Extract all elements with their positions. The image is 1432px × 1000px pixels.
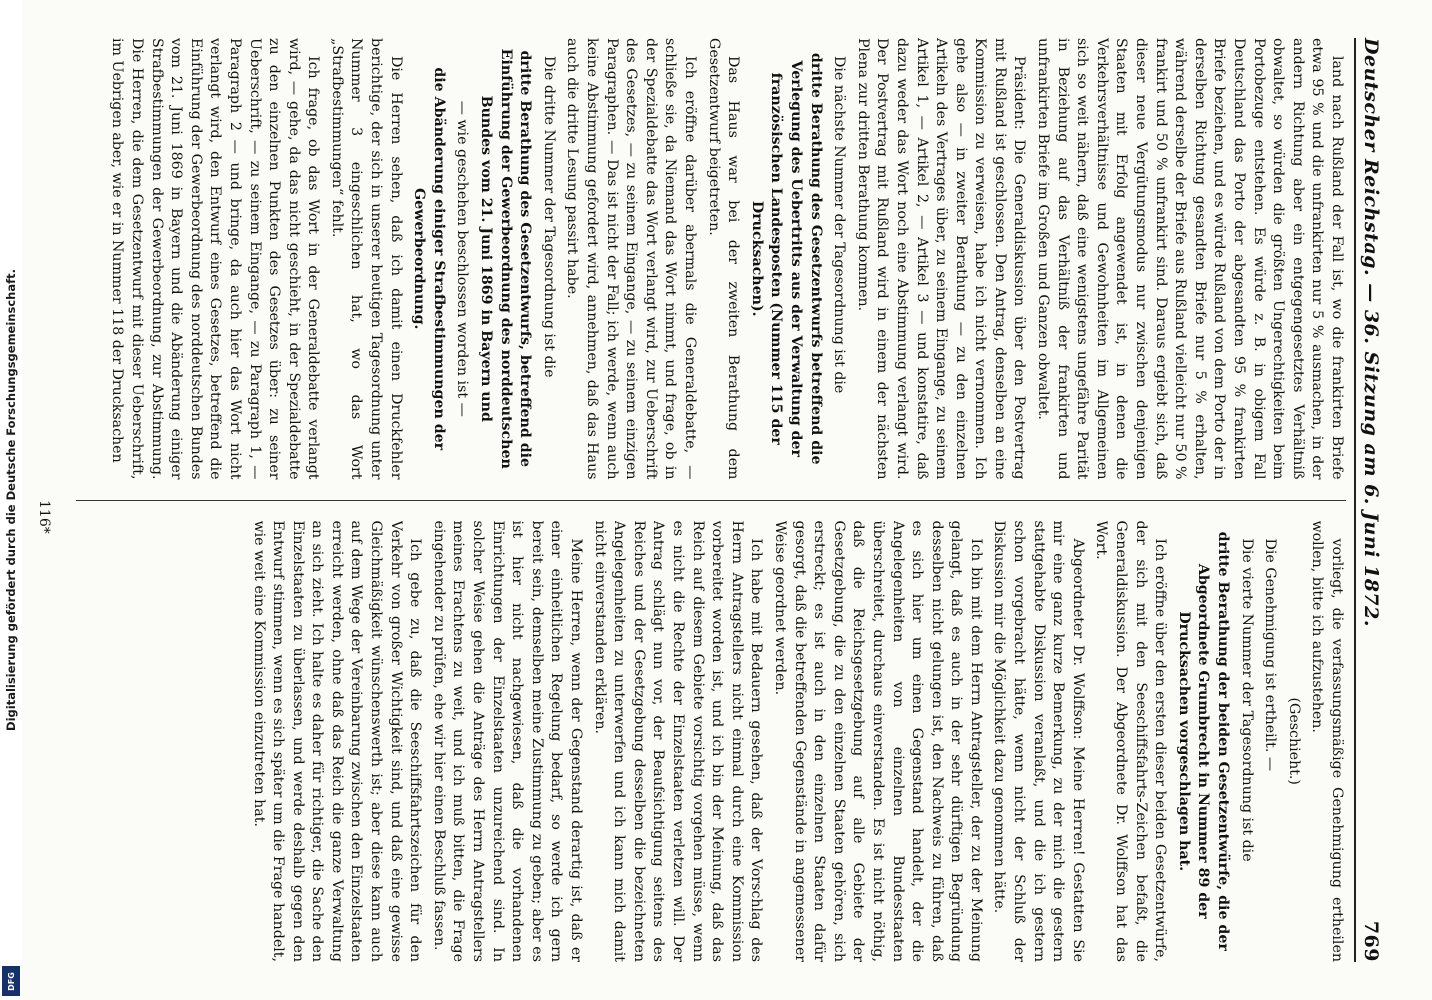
text-columns (76, 38, 1346, 962)
paragraph: Ich habe mit Bedauern gesehen, daß der Vorschlag des Herrn Antragstellers nicht einmal durch eine Kommission vorbereitet worden ist, und ich bin der Meinung, daß das Reich auf diesem Gebiete vorsichtig vorgehen müsse, wenn es nicht die Rechte der Einzelstaaten verletzen will. Der Antrag schlägt nun vor, der Beaufsichtigung seitens des Reiches und der Gesetzgebung desselben die bezeichneten Angelegenheiten zu unterwerfen und ich kann mich damit nicht einverstanden erklären. (591, 520, 765, 962)
watermark-text: Digitalisierung gefördert durch die Deutsche Forschungsgemeinschaft. (4, 269, 18, 731)
dfg-logo-text: DFG (6, 971, 16, 991)
paragraph: vorliegt, die verfassungsmäßige Genehmigung ertheilen wollen, bitte ich aufzustehen. (1309, 520, 1345, 962)
header-title: Deutscher Reichstag. — 36. Sitzung am 6. Juni 1872. (1360, 38, 1382, 627)
paragraph: die Abänderung einiger Strafbestimmungen der Gewerbeordnung. (411, 67, 447, 451)
paragraph: Meine Herren, wenn der Gegenstand derartig ist, daß er einer einheitlichen Regelung bedarf, so werde ich gern bereit sein, demselben meine Zustimmung zu geben; aber es ist hier nicht nachgewiesen, daß die vorhandenen Einrichtungen der Einzelstaaten unzureichend sind. In solcher Weise gehen die Anträge des Herrn Antragstellers meines Erachtens zu weit, und ich muß bitten, die Frage eingehender zu prüfen, ehe wir hier einen Beschluß fassen. (430, 520, 585, 962)
paragraph: dritte Berathung des Gesetzentwurfs betreffend die Verlegung des Uebertritts aus der Verwaltung der französischen Landesposten (Nummer 115 der Drucksachen). (748, 52, 824, 465)
paragraph: Präsident: Die Generaldiskussion über den Postvertrag mit Rußland ist geschlossen. Den Antrag, denselben an eine Kommission zu verweisen, habe ich nicht vernommen. Ich gehe also — in zweiter Berathung — zu den einzelnen Artikeln des Vertrages über, zu seinem Eingange, zu seinem Artikel 1, — Artikel 2, — Artikel 3 — und konstatire, daß dazu weder das Wort noch eine Abstimmung verlangt wird. Der Postvertrag mit Rußland wird in einem der nächsten Plena zur dritten Berathung kommen. (854, 38, 1028, 480)
paragraph: Abgeordneter Dr. Wolffson: Meine Herren! Gestatten Sie mir eine ganz kurze Bemerkung, zu der mich die gestern stattgehabte Diskussion veranlaßt, und die ich gestern schon vorgebracht hätte, wenn nicht der Schluß der Diskussion mir die Möglichkeit dazu genommen hätte. (991, 520, 1086, 962)
paragraph: land nach Rußland der Fall ist, wo die frankirten Briefe etwa 95 % und die unfrankirten nur 5 % ausmachen, in der andern Richtung aber ein entgegengesetztes Verhältniß obwaltet, so würden die größten Ungerechtigkeiten beim Portobezuge entstehen. Es würde z. B. in obigem Fall Deutschland das Porto der abgesandten 95 % frankirten Briefe beziehen, und es würde Rußland von dem Porto der in derselben Richtung gesandten Briefe nur 5 % erhalten, während derselbe der Briefe aus Rußland vielleicht nur 50 % frankirt und 50 % unfrankirt sind. Daraus ergiebt sich, daß dieser neue Vergütungsmodus nur zwischen denjenigen Staaten mit Erfolg angewendet ist, in denen die Verkehrsverhältnisse und Gewohnheiten im Allgemeinen sich so weit nähern, daß eine wenigstens ungefähre Parität in Beziehung auf das Verhältniß der frankirten und unfrankirten Briefe im Großen und Ganzen obwaltet. (1035, 38, 1345, 480)
paragraph: Die Genehmigung ist ertheilt. — (1262, 538, 1279, 772)
column-divider (76, 500, 1346, 501)
paragraph: Die dritte Nummer der Tagesordnung ist die (540, 56, 557, 378)
paragraph: Ich gebe zu, daß die Seeschiffsfahrtszeichen für den Verkehr von großer Wichtigkeit sind, und daß eine gewisse Gleichmäßigkeit wünschenswerth ist; aber diese kann auch auf dem Wege der Vereinbarung zwischen den Einzelstaaten erreicht werden, ohne daß das Reich die ganze Verwaltung an sich zieht. Ich halte es daher für richtiger, die Sache den Einzelstaaten zu überlassen, und werde deshalb gegen den Entwurf stimmen, wenn es sich später um die Frage handelt, wie weit eine Kommission einzutreten hat. (250, 520, 424, 962)
paragraph: Die nächste Nummer der Tagesordnung ist die (831, 56, 848, 394)
page-header (1354, 38, 1382, 962)
paragraph: dritte Berathung der beiden Gesetzentwürfe, die der Abgeordnete Grumbrecht in Nummer 89 der Drucksachen vorgeschlagen hat. (1175, 531, 1232, 951)
paragraph: — wie geschehen beschlossen worden ist — (454, 100, 471, 417)
paragraph: Die Herren sehen, daß ich damit einen Druckfehler berichtige, der sich in unserer heutigen Tagesordnung unter Nummer 3 eingeschlichen hat, wo das Wort „Strafbestimmungen“ fehlt. (328, 38, 404, 480)
watermark-strip (0, 0, 22, 1000)
paragraph: Ich eröffne darüber abermals die Generaldebatte, — schließe sie, da Niemand das Wort nimmt, und frage, ob in der Spezialdebatte das Wort verlangt wird, zur Ueberschrift des Gesetzes, — zu seinem Eingange, — zu seinem einzigen Paragraphen. — Das ist nicht der Fall; ich werde, wenn auch keine Abstimmung gefordert wird, annehmen, daß das Haus auch die dritte Lesung passirt habe. (564, 38, 698, 480)
left-column (76, 38, 1346, 480)
paragraph: Die vierte Nummer der Tagesordnung ist die (1238, 538, 1255, 862)
paragraph: Das Haus war bei der zweiten Berathung dem Gesetzentwurf beigetreten. (705, 38, 742, 480)
paragraph: Ich eröffne über den ersten dieser beiden Gesetzentwürfe, der sich mit den Seeschiffsfahrts-Zeichen befaßt, die Generaldiskussion. Der Abgeordnete Dr. Wolffson hat das Wort. (1093, 520, 1169, 962)
paragraph: Ich frage, ob das Wort in der Generaldebatte verlangt wird, — gehe, da das nicht geschieht, in der Spezialdebatte zu den einzelnen Punkten des Gesetzes über: zu seiner Ueberschrift, — zu seinem Eingange, — zu Paragraph 1, — Paragraph 2 — und bringe, da auch hier das Wort nicht verlangt wird, den Entwurf eines Gesetzes, betreffend die Einführung der Gewerbeordnung des norddeutschen Bundes vom 21. Juni 1869 in Bayern und die Abänderung einiger Strafbestimmungen der Gewerbeordnung, zur Abstimmung. Die Herren, die dem Gesetzentwurf mit dieser Ueberschrift, im Uebrigen aber, wie er in Nummer 118 der Drucksachen (109, 38, 322, 480)
paragraph: dritte Berathung des Gesetzentwurfs, betreffend die Einführung der Gewerbeordnung des norddeutschen Bundes vom 21. Juni 1869 in Bayern und (478, 48, 534, 469)
dfg-logo (2, 966, 20, 996)
page-number: 769 (1360, 920, 1382, 962)
footer-mark: 116* (36, 500, 52, 534)
paragraph: (Geschieht.) (1285, 697, 1302, 785)
right-column (76, 521, 1346, 963)
rotated-newspaper-page (36, 16, 1396, 984)
paragraph: Ich bin mit dem Herrn Antragsteller, der zu der Meinung gelangt, daß es auch in der sehr dürftigen Begründung desselben nicht gelungen ist, den Nachweis zu führen, daß es sich hier um einen Gegenstand handelt, der die Angelegenheiten von einzelnen Bundesstaaten überschreitet, durchaus einverstanden. Es ist nicht nöthig, daß die Reichsgesetzgebung auf alle Gebiete der Gesetzgebung, die zu den einzelnen Staaten gehören, sich erstreckt; es ist auch in den einzelnen Staaten dafür gesorgt, daß die betreffenden Gegenstände in angemessener Weise geordnet werden. (771, 520, 984, 962)
